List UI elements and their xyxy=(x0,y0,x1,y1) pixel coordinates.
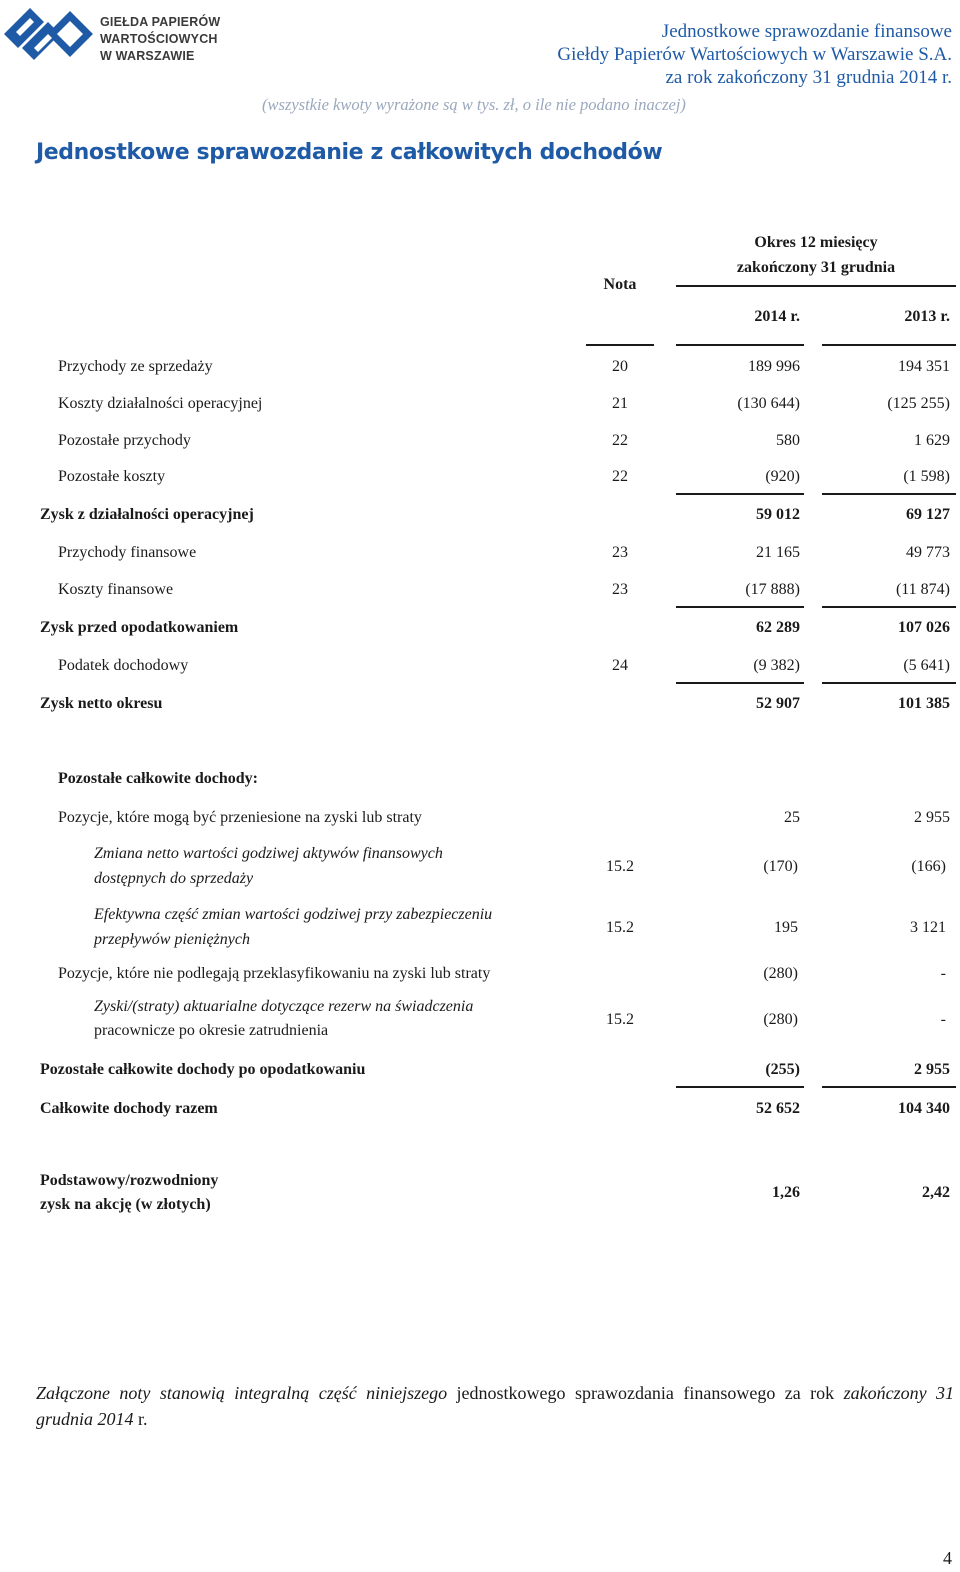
row-2013: 49 773 xyxy=(906,544,950,561)
row-2013: (125 255) xyxy=(887,395,950,412)
reclass-label: Pozycje, które mogą być przeniesione na zyski lub straty xyxy=(58,809,422,826)
header-line-2: Giełdy Papierów Wartościowych w Warszawie S.A. xyxy=(557,44,952,65)
footer-note xyxy=(36,1380,954,1432)
eps-2014: 1,26 xyxy=(772,1184,800,1201)
header-line-3: za rok zakończony 31 grudnia 2014 r. xyxy=(665,67,952,88)
hedge-note: 15.2 xyxy=(606,919,634,936)
row-note: 22 xyxy=(612,468,628,485)
amounts-note: (wszystkie kwoty wyrażone są w tys. zł, o ile nie podano inaczej) xyxy=(262,95,686,114)
row-label: Przychody finansowe xyxy=(58,544,197,561)
row-label: Podatek dochodowy xyxy=(58,657,189,674)
row-2013: 69 127 xyxy=(906,506,950,523)
eps-label-line-2: zysk na akcję (w złotych) xyxy=(40,1196,211,1213)
page-number: 4 xyxy=(943,1548,952,1568)
row-2014: 59 012 xyxy=(756,506,800,523)
row-2014: 52 907 xyxy=(756,695,800,712)
gpw-logo-icon xyxy=(0,4,94,66)
row-2014: 62 289 xyxy=(756,619,800,636)
logo-line-2: WARTOŚCIOWYCH xyxy=(100,32,218,46)
subtotal-rule xyxy=(676,493,804,495)
subtotal-rule xyxy=(822,606,956,608)
report-header xyxy=(557,20,952,89)
subtotal-rule xyxy=(822,1086,956,1088)
nonreclass-2013: - xyxy=(940,965,946,982)
year-2014-header: 2014 r. xyxy=(754,308,800,325)
row-note: 20 xyxy=(612,358,628,375)
row-2013: 107 026 xyxy=(898,619,950,636)
total-income-label: Całkowite dochody razem xyxy=(40,1100,218,1117)
row-label: Przychody ze sprzedaży xyxy=(58,358,213,375)
reclass-2014: 25 xyxy=(784,809,800,826)
hedge-2013: 3 121 xyxy=(910,919,946,936)
row-label: Koszty działalności operacyjnej xyxy=(58,395,263,412)
actuarial-note: 15.2 xyxy=(606,1011,634,1028)
nonreclass-2014: (280) xyxy=(763,965,798,982)
nota-rule xyxy=(586,344,654,346)
logo-wordmark xyxy=(100,14,220,65)
logo-line-3: W WARSZAWIE xyxy=(100,49,195,63)
subtotal-rule xyxy=(676,1086,804,1088)
afs-note: 15.2 xyxy=(606,858,634,875)
year-2013-header: 2013 r. xyxy=(904,308,950,325)
period-header-line-2: zakończony 31 grudnia xyxy=(736,259,896,276)
hedge-label-line-2: przepływów pieniężnych xyxy=(94,931,250,948)
row-2014: (17 888) xyxy=(745,581,800,598)
row-2014: (130 644) xyxy=(737,395,800,412)
row-2013: (1 598) xyxy=(903,468,950,485)
period-header-line-1: Okres 12 miesięcy xyxy=(754,234,878,251)
year-2013-rule xyxy=(822,344,956,346)
actuarial-label-line-2: pracownicze po okresie zatrudnienia xyxy=(94,1022,329,1039)
row-label: Zysk netto okresu xyxy=(40,695,163,712)
row-note: 24 xyxy=(612,657,628,674)
row-label: Zysk przed opodatkowaniem xyxy=(40,619,239,636)
row-note: 23 xyxy=(612,581,628,598)
row-label: Koszty finansowe xyxy=(58,581,174,598)
afs-2014: (170) xyxy=(763,858,798,875)
total-oci-2014: (255) xyxy=(765,1061,800,1078)
oci-heading: Pozostałe całkowite dochody: xyxy=(58,770,258,787)
reclass-2013: 2 955 xyxy=(914,809,950,826)
row-2013: (11 874) xyxy=(895,581,950,598)
row-label: Pozostałe koszty xyxy=(58,468,166,485)
row-2013: 194 351 xyxy=(898,358,950,375)
actuarial-2014: (280) xyxy=(763,1011,798,1028)
row-2013: 1 629 xyxy=(914,432,950,449)
header-line-1: Jednostkowe sprawozdanie finansowe xyxy=(661,21,952,42)
row-label: Zysk z działalności operacyjnej xyxy=(40,506,254,523)
subtotal-rule xyxy=(676,606,804,608)
row-note: 23 xyxy=(612,544,628,561)
logo-line-1: GIEŁDA PAPIERÓW xyxy=(100,15,221,29)
footer-part-2: jednostkowego sprawozdania finansowego za rok xyxy=(447,1383,844,1403)
row-2014: 21 165 xyxy=(756,544,800,561)
subtotal-rule xyxy=(822,682,956,684)
eps-2013: 2,42 xyxy=(922,1184,950,1201)
row-2014: 580 xyxy=(776,432,800,449)
year-2014-rule xyxy=(676,344,804,346)
total-oci-label: Pozostałe całkowite dochody po opodatkowaniu xyxy=(40,1061,366,1078)
row-2014: 189 996 xyxy=(748,358,800,375)
row-2014: (9 382) xyxy=(753,657,800,674)
afs-label-line-1: Zmiana netto wartości godziwej aktywów finansowych xyxy=(94,845,443,862)
subtotal-rule xyxy=(822,493,956,495)
footer-part-3: zakończony 31 grudnia 2014 xyxy=(36,1383,955,1429)
row-note: 21 xyxy=(612,395,628,412)
total-oci-2013: 2 955 xyxy=(914,1061,950,1078)
afs-label-line-2: dostępnych do sprzedaży xyxy=(94,870,254,887)
row-2013: 101 385 xyxy=(898,695,950,712)
footer-part-1: Załączone noty stanowią integralną część niniejszego xyxy=(36,1383,448,1403)
actuarial-label-line-1: Zyski/(straty) aktuarialne dotyczące rezerw na świadczenia xyxy=(94,998,474,1015)
nota-header: Nota xyxy=(603,276,637,293)
afs-2013: (166) xyxy=(911,858,946,875)
subtotal-rule xyxy=(676,682,804,684)
hedge-2014: 195 xyxy=(774,919,798,936)
hedge-label-line-1: Efektywna część zmian wartości godziwej przy zabezpieczeniu xyxy=(94,906,493,923)
eps-label-line-1: Podstawowy/rozwodniony xyxy=(40,1172,219,1189)
period-header-rule xyxy=(676,285,956,287)
total-income-2013: 104 340 xyxy=(898,1100,950,1117)
row-2014: (920) xyxy=(765,468,800,485)
total-income-2014: 52 652 xyxy=(756,1100,800,1117)
footer-part-4: r. xyxy=(133,1409,148,1429)
page-title: Jednostkowe sprawozdanie z całkowitych dochodów xyxy=(36,140,663,165)
row-note: 22 xyxy=(612,432,628,449)
actuarial-2013: - xyxy=(940,1011,946,1028)
nonreclass-label: Pozycje, które nie podlegają przeklasyfikowaniu na zyski lub straty xyxy=(58,965,491,982)
row-2013: (5 641) xyxy=(903,657,950,674)
row-label: Pozostałe przychody xyxy=(58,432,191,449)
